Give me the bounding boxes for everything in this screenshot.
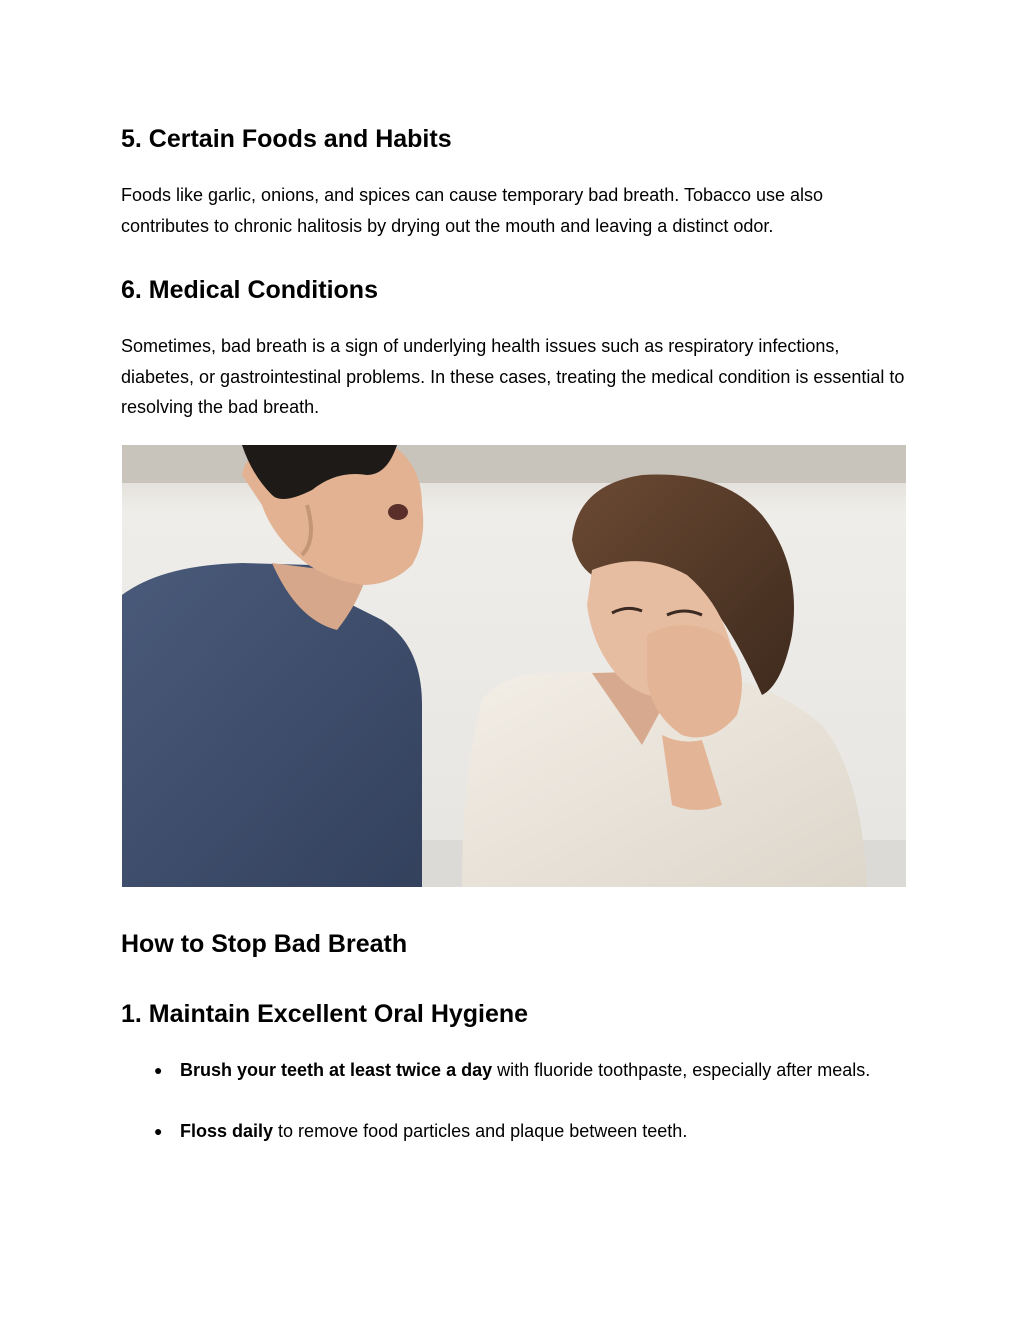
section-heading-oral-hygiene: 1. Maintain Excellent Oral Hygiene [121, 1000, 529, 1028]
list-item [121, 1055, 906, 1086]
section-heading-stop-bad-breath: How to Stop Bad Breath [121, 930, 408, 958]
bullet-text: with fluoride toothpaste, especially after meals. [492, 1060, 871, 1080]
hygiene-bullet-list [121, 1055, 906, 1176]
section-body-foods: Foods like garlic, onions, and spices can cause temporary bad breath. Tobacco use also contributes to chronic halitosis by drying out the mouth and leaving a distinct odor. [121, 185, 824, 236]
section-heading-foods: 5. Certain Foods and Habits [121, 125, 452, 153]
bullet-bold-text: Brush your teeth at least twice a day [180, 1060, 493, 1080]
section-body-medical: Sometimes, bad breath is a sign of underlying health issues such as respiratory infections, diabetes, or gastrointestinal problems. In these cases, treating the medical condition is essential to resolving the bad breath. [121, 336, 905, 417]
bullet-text: to remove food particles and plaque between teeth. [273, 1120, 688, 1141]
bad-breath-photo [122, 445, 906, 887]
bullet-icon: ● [154, 1122, 163, 1139]
section-heading-medical: 6. Medical Conditions [121, 276, 378, 304]
bullet-icon: ● [154, 1062, 163, 1078]
bullet-bold-text: Floss daily [180, 1120, 274, 1141]
list-item [121, 1116, 906, 1147]
